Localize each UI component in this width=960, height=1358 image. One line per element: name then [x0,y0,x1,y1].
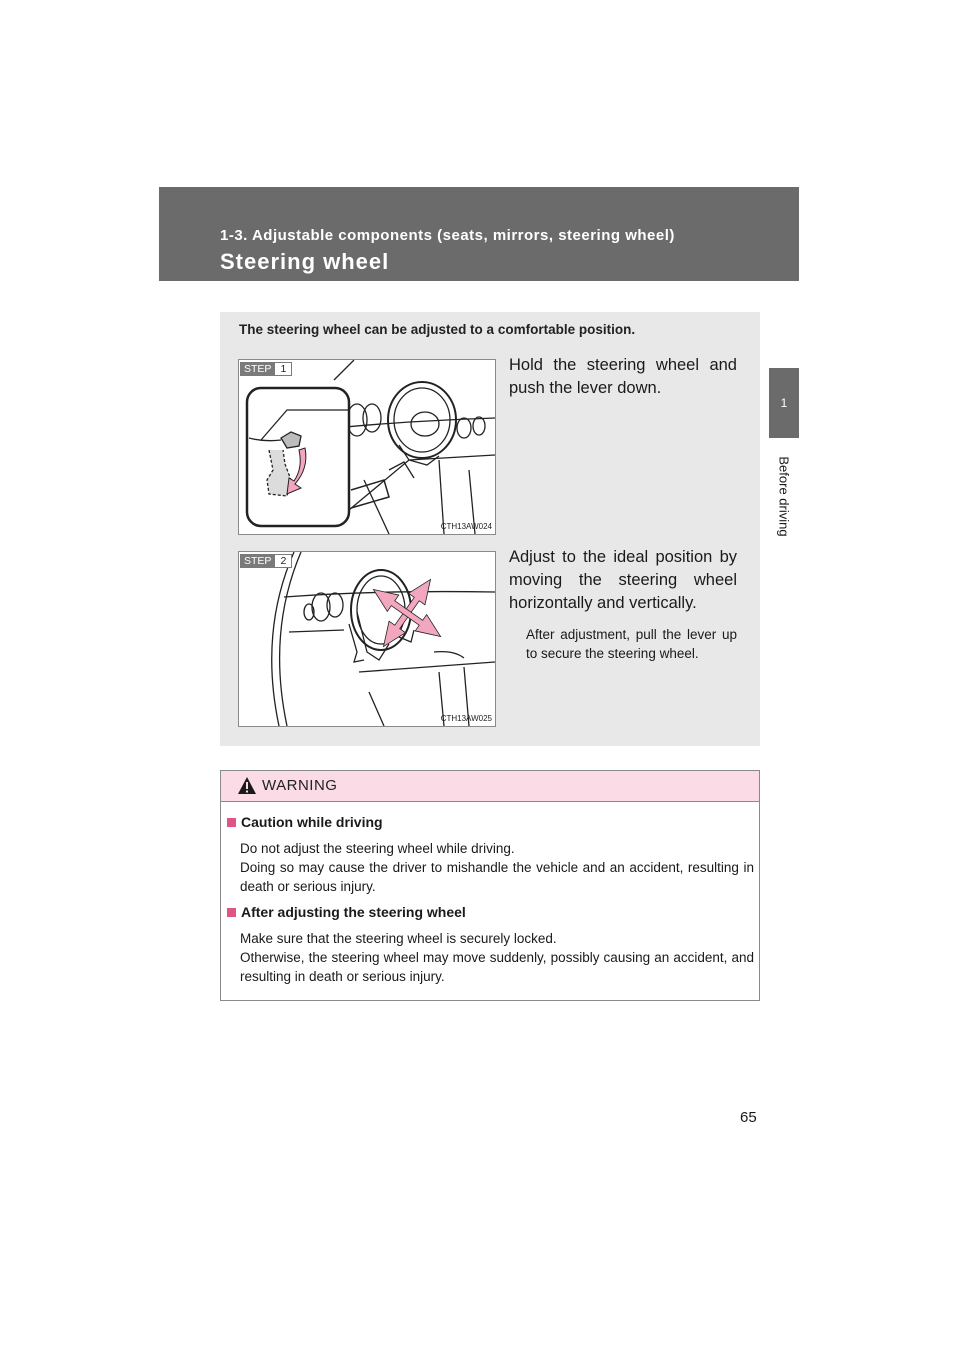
warning-header [221,771,759,802]
chapter-label-container [769,446,799,546]
step1-illustration [238,359,496,535]
step2-badge-number: 2 [275,554,292,568]
warning-item-title [227,904,466,920]
step2-figure-code: CTH13AW025 [440,714,492,723]
step1-text: Hold the steering wheel and push the lever down. [509,356,737,397]
warning-box [220,770,760,1001]
page-header [159,187,799,281]
step1-badge-number: 1 [275,362,292,376]
warning-triangle-icon [237,776,257,796]
step2-badge [240,554,292,568]
warning-item-body [240,929,754,986]
steering-lever-drawing [239,360,495,534]
step1-figure-code: CTH13AW024 [440,522,492,531]
warning-item-title [227,814,383,830]
warning-item-body [240,839,754,896]
bullet-square-icon [227,818,236,827]
warning-line: Doing so may cause the driver to mishandle the vehicle and an accident, resulting in death or serious injury. [240,860,754,894]
bullet-square-icon [227,908,236,917]
page-title: Steering wheel [220,249,390,274]
warning-line: Otherwise, the steering wheel may move suddenly, possibly causing an accident, and resulting in death or serious injury. [240,950,754,984]
section-heading: 1-3. Adjustable components (seats, mirrors, steering wheel) [220,227,675,244]
step2-text: Adjust to the ideal position by moving the steering wheel horizontally and vertically. [509,548,737,612]
warning-item-title-text: After adjusting the steering wheel [241,904,466,920]
instruction-box [220,312,760,746]
step2-illustration [238,551,496,727]
step2-badge-label: STEP [240,554,275,568]
warning-line: Do not adjust the steering wheel while driving. [240,841,515,856]
chapter-label: Before driving [776,455,792,537]
step2-note: After adjustment, pull the lever up to secure the steering wheel. [526,627,737,661]
steering-adjust-drawing [239,552,495,726]
intro-text: The steering wheel can be adjusted to a comfortable position. [239,322,636,337]
step1-badge-label: STEP [240,362,275,376]
warning-label: WARNING [262,777,338,794]
warning-item-title-text: Caution while driving [241,814,383,830]
chapter-tab: 1 [769,368,799,438]
step1-badge [240,362,292,376]
page-number: 65 [740,1109,757,1126]
warning-line: Make sure that the steering wheel is securely locked. [240,931,557,946]
